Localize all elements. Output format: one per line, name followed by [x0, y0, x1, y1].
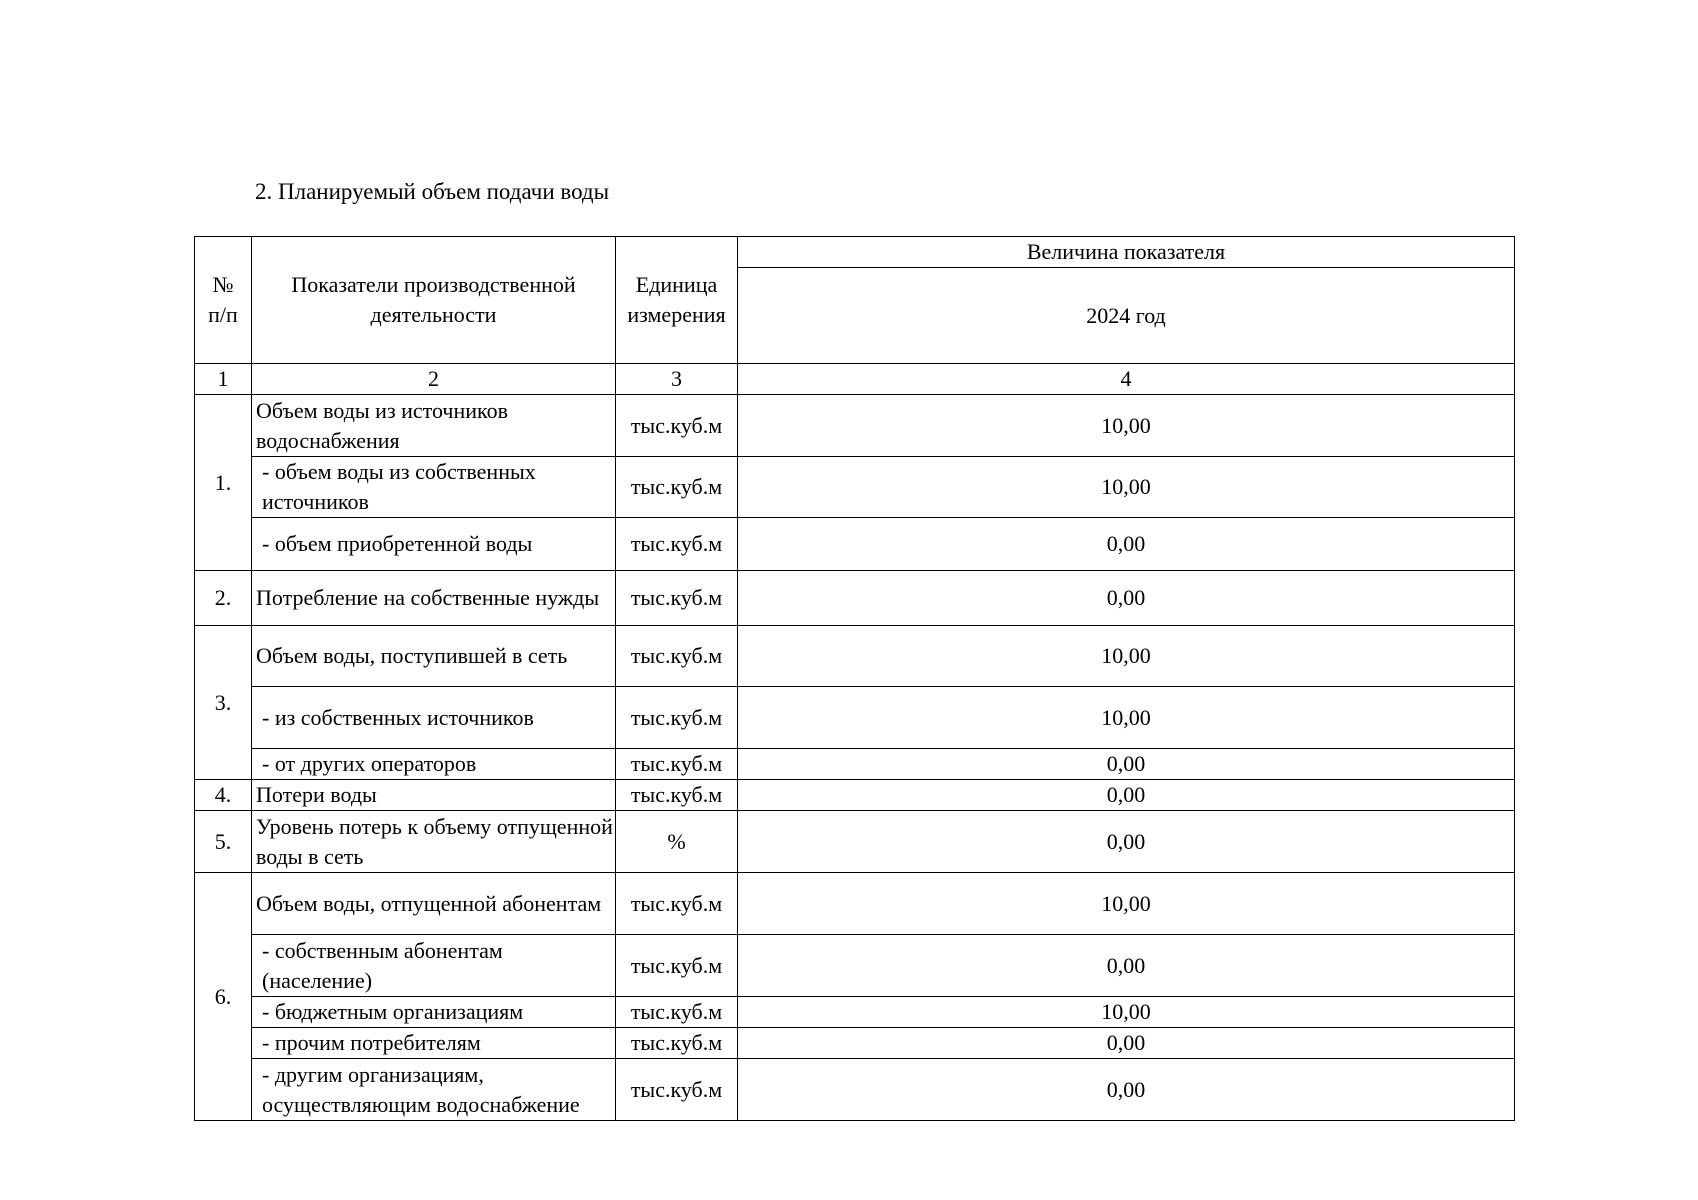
header-row-1: [195, 237, 1515, 268]
table-row: [195, 1028, 1515, 1059]
column-number: 2: [252, 364, 616, 395]
row-number: 4.: [195, 780, 252, 811]
row-value: 0,00: [738, 571, 1515, 626]
row-label: - другим организациям, осуществляющим водоснабжение: [252, 1059, 616, 1121]
header-num-cell: [195, 237, 252, 364]
row-value: 10,00: [738, 457, 1515, 518]
header-num-line1: №: [212, 272, 234, 297]
row-label: - объем приобретенной воды: [252, 518, 616, 571]
row-value: 0,00: [738, 780, 1515, 811]
table-row: [195, 749, 1515, 780]
row-label: Объем воды, отпущенной абонентам: [252, 873, 616, 935]
row-value: 10,00: [738, 997, 1515, 1028]
row-label: - собственным абонентам (население): [252, 935, 616, 997]
row-value: 0,00: [738, 1059, 1515, 1121]
column-number: 1: [195, 364, 252, 395]
table-row: [195, 935, 1515, 997]
table-row: [195, 571, 1515, 626]
row-value: 10,00: [738, 395, 1515, 457]
row-label: Потребление на собственные нужды: [252, 571, 616, 626]
header-indicator-line2: деятельности: [370, 302, 497, 327]
row-label: - объем воды из собственных источников: [252, 457, 616, 518]
row-unit: тыс.куб.м: [616, 935, 738, 997]
row-number: 3.: [195, 626, 252, 780]
header-value-group: Величина показателя: [738, 237, 1515, 268]
row-unit: тыс.куб.м: [616, 626, 738, 687]
table-row: [195, 687, 1515, 749]
row-unit: %: [616, 811, 738, 873]
row-label: - от других операторов: [252, 749, 616, 780]
row-label: Объем воды, поступившей в сеть: [252, 626, 616, 687]
row-unit: тыс.куб.м: [616, 571, 738, 626]
table-row: [195, 626, 1515, 687]
row-unit: тыс.куб.м: [616, 749, 738, 780]
row-unit: тыс.куб.м: [616, 780, 738, 811]
section-heading: 2. Планируемый объем подачи воды: [255, 179, 610, 204]
table-row: [195, 997, 1515, 1028]
header-num-line2: п/п: [208, 302, 238, 327]
row-label: - из собственных источников: [252, 687, 616, 749]
header-indicator-line1: Показатели производственной: [291, 272, 576, 297]
row-unit: тыс.куб.м: [616, 457, 738, 518]
table-row: [195, 873, 1515, 935]
header-year: 2024 год: [738, 268, 1515, 364]
row-label: Объем воды из источников водоснабжения: [252, 395, 616, 457]
row-unit: тыс.куб.м: [616, 1028, 738, 1059]
row-unit: тыс.куб.м: [616, 1059, 738, 1121]
table-row: [195, 780, 1515, 811]
row-number: 5.: [195, 811, 252, 873]
table-row: [195, 518, 1515, 571]
column-number: 4: [738, 364, 1515, 395]
table-row: [195, 395, 1515, 457]
column-number-row: [195, 364, 1515, 395]
row-unit: тыс.куб.м: [616, 518, 738, 571]
table-row: [195, 457, 1515, 518]
row-label: Уровень потерь к объему отпущенной воды в сеть: [252, 811, 616, 873]
row-value: 0,00: [738, 1028, 1515, 1059]
row-unit: тыс.куб.м: [616, 997, 738, 1028]
row-value: 0,00: [738, 518, 1515, 571]
row-value: 10,00: [738, 687, 1515, 749]
header-unit-line1: Единица: [635, 272, 718, 297]
row-number: 6.: [195, 873, 252, 1121]
table-row: [195, 1059, 1515, 1121]
row-unit: тыс.куб.м: [616, 873, 738, 935]
row-number: 2.: [195, 571, 252, 626]
row-value: 0,00: [738, 811, 1515, 873]
header-unit-line2: измерения: [627, 302, 726, 327]
row-unit: тыс.куб.м: [616, 395, 738, 457]
row-label: - прочим потребителям: [252, 1028, 616, 1059]
row-label: - бюджетным организациям: [252, 997, 616, 1028]
row-number: 1.: [195, 395, 252, 571]
table-row: [195, 811, 1515, 873]
column-number: 3: [616, 364, 738, 395]
header-indicator-cell: [252, 237, 616, 364]
row-value: 10,00: [738, 873, 1515, 935]
row-value: 0,00: [738, 749, 1515, 780]
row-label: Потери воды: [252, 780, 616, 811]
row-unit: тыс.куб.м: [616, 687, 738, 749]
row-value: 0,00: [738, 935, 1515, 997]
row-value: 10,00: [738, 626, 1515, 687]
water-supply-table: [194, 236, 1515, 1121]
header-unit-cell: [616, 237, 738, 364]
